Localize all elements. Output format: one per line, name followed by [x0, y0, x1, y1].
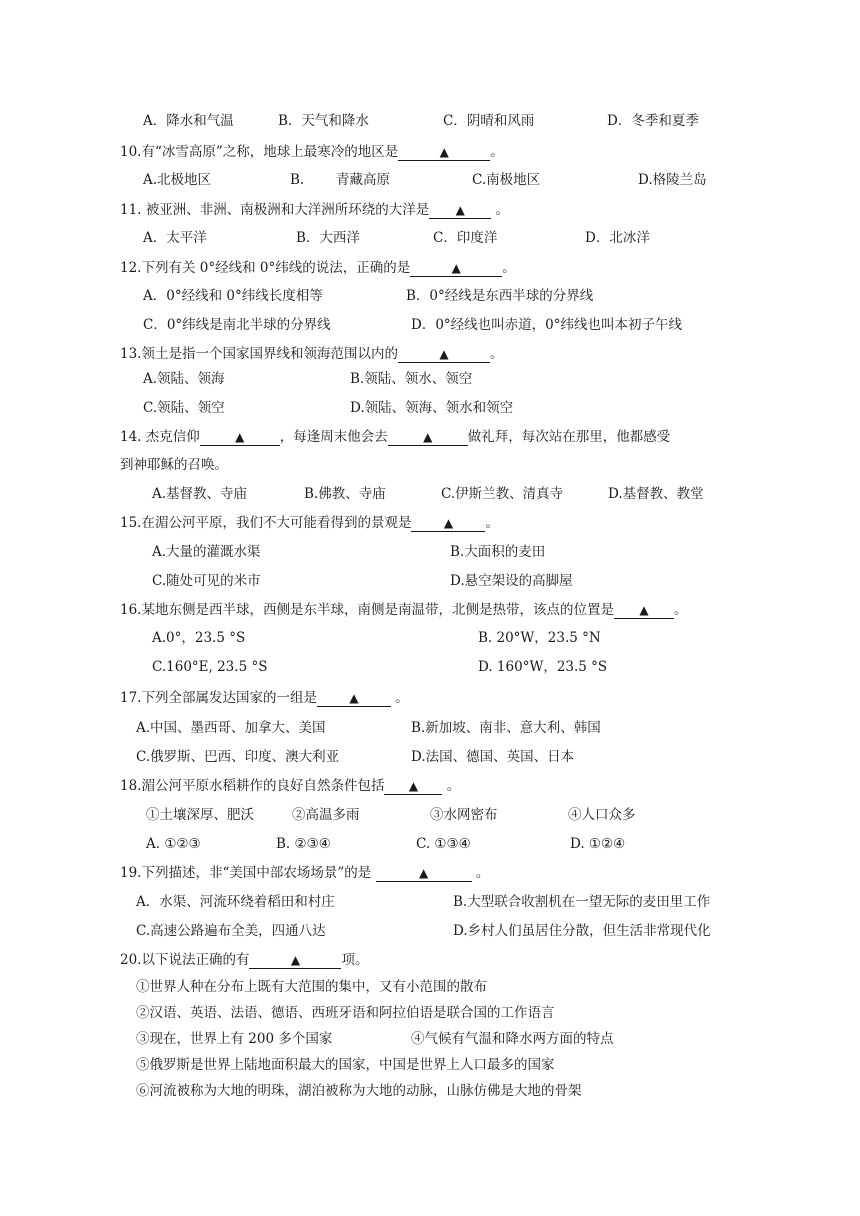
triangle-marker-icon: ▲	[235, 430, 245, 444]
q12-text: 12.下列有关 0°经线和 0°纬线的说法，正确的是	[120, 260, 411, 276]
q13-option-c: C.领陆、领空	[143, 400, 225, 416]
q18-item-1: ①土壤深厚、肥沃	[146, 807, 254, 823]
q15-stem	[120, 513, 499, 533]
answer-blank	[429, 202, 491, 219]
q13-end: 。	[489, 346, 504, 362]
q17-text: 17.下列全部属发达国家的一组是	[120, 690, 317, 706]
q17-end: 。	[390, 690, 409, 706]
q16-text: 16.某地东侧是西半球，西侧是东半球，南侧是南温带，北侧是热带，该点的位置是	[120, 602, 614, 618]
q18-item-3: ③水网密布	[430, 807, 498, 823]
q10-stem	[120, 142, 504, 162]
q19-stem	[120, 863, 489, 883]
answer-blank	[200, 429, 280, 446]
q18-item-4: ④人口众多	[568, 807, 636, 823]
q10-text: 10.有“冰雪高原”之称，地球上最寒冷的地区是	[120, 144, 399, 160]
q14-stem	[120, 427, 670, 447]
q18-stem	[120, 776, 460, 796]
q19-end: 。	[471, 865, 490, 881]
answer-blank	[317, 690, 391, 707]
q10-option-b-letter: B.	[290, 172, 305, 188]
q11-text: 11. 被亚洲、非洲、南极洲和大洋洲所环绕的大洋是	[120, 202, 430, 218]
q17-option-d: D.法国、德国、英国、日本	[411, 749, 575, 765]
q15-option-a: A.大量的灌溉水渠	[152, 544, 261, 560]
q14-text: 14. 杰克信仰	[120, 429, 200, 445]
answer-blank	[398, 144, 490, 161]
answer-blank	[388, 429, 468, 446]
q14-text-end: 做礼拜，每次站在那里，他都感受	[467, 429, 671, 445]
q20-text: 20.以下说法正确的有	[120, 952, 250, 968]
triangle-marker-icon: ▲	[423, 430, 433, 444]
q20-item-6: ⑥河流被称为大地的明珠，湖泊被称为大地的动脉，山脉仿佛是大地的骨架	[136, 1083, 582, 1099]
q10-option-b: 青藏高原	[336, 172, 390, 188]
q20-item-1: ①世界人种在分布上既有大范围的集中，又有小范围的散布	[136, 979, 487, 995]
q16-option-b: B. 20°W，23.5 °N	[478, 630, 601, 646]
q15-text: 15.在湄公河平原，我们不大可能看得到的景观是	[120, 515, 412, 531]
answer-blank	[614, 602, 674, 619]
triangle-marker-icon: ▲	[418, 866, 429, 880]
q12-option-b: B．0°经线是东西半球的分界线	[406, 288, 594, 304]
q20-end: 项。	[341, 952, 369, 968]
q11-stem	[120, 200, 509, 220]
q14-option-a: A.基督教、寺庙	[152, 486, 248, 502]
q19-option-c: C.高速公路遍布全美，四通八达	[136, 923, 326, 939]
q9-option-c: C．阴晴和风雨	[443, 113, 535, 129]
q18-item-2: ②高温多雨	[292, 807, 360, 823]
q13-text: 13.领土是指一个国家国界线和领海范围以内的	[120, 346, 398, 362]
q20-item-2: ②汉语、英语、法语、德语、西班牙语和阿拉伯语是联合国的工作语言	[136, 1005, 555, 1021]
q16-option-d: D. 160°W，23.5 °S	[478, 659, 608, 675]
q19-option-a: A．水渠、河流环绕着稻田和村庄	[136, 894, 335, 910]
q14-option-c: C.伊斯兰教、清真寺	[441, 486, 564, 502]
q17-option-a: A.中国、墨西哥、加拿大、美国	[136, 720, 326, 736]
triangle-marker-icon: ▲	[639, 603, 649, 617]
q13-option-d: D.领陆、领海、领水和领空	[350, 400, 514, 416]
q20-item-3: ③现在，世界上有 200 多个国家	[136, 1031, 333, 1047]
q11-option-a: A．太平洋	[143, 230, 207, 246]
q9-option-a: A．降水和气温	[143, 113, 234, 129]
q17-option-c: C.俄罗斯、巴西、印度、澳大利亚	[136, 749, 340, 765]
triangle-marker-icon: ▲	[455, 203, 465, 217]
q18-option-c: C. ①③④	[416, 836, 471, 852]
q15-option-d: D.悬空架设的高脚屋	[450, 573, 573, 589]
q14-option-d: D.基督教、教堂	[608, 486, 704, 502]
q13-option-a: A.领陆、领海	[143, 371, 225, 387]
q20-item-4: ④气候有气温和降水两方面的特点	[411, 1031, 614, 1047]
q11-option-d: D．北冰洋	[585, 230, 650, 246]
answer-blank	[398, 346, 490, 363]
q11-option-b: B．大西洋	[296, 230, 360, 246]
q10-option-a: A.北极地区	[143, 172, 212, 188]
triangle-marker-icon: ▲	[290, 953, 301, 967]
q10-end: 。	[490, 144, 504, 160]
q14-option-b: B.佛教、寺庙	[304, 486, 386, 502]
q9-option-d: D．冬季和夏季	[607, 113, 699, 129]
triangle-marker-icon: ▲	[439, 347, 449, 361]
q12-stem	[120, 258, 516, 278]
q18-option-a: A. ①②③	[146, 836, 201, 852]
q10-option-d: D.格陵兰岛	[638, 172, 707, 188]
q11-end: 。	[491, 202, 510, 218]
q18-option-b: B. ②③④	[276, 836, 331, 852]
q15-end: 。	[485, 515, 499, 531]
q18-end: 。	[442, 778, 461, 794]
q19-text: 19.下列描述，非“美国中部农场场景”的是	[120, 865, 376, 881]
answer-blank	[376, 865, 472, 882]
q19-option-d: D.乡村人们虽居住分散，但生活非常现代化	[453, 923, 711, 939]
q16-option-c: C.160°E, 23.5 °S	[152, 659, 268, 675]
q20-stem	[120, 950, 368, 970]
q16-end: 。	[673, 602, 688, 618]
answer-blank	[411, 515, 485, 532]
q9-option-b: B．天气和降水	[278, 113, 369, 129]
q18-text: 18.湄公河平原水稻耕作的良好自然条件包括	[120, 778, 385, 794]
q16-stem	[120, 600, 687, 620]
q18-option-d: D. ①②④	[570, 836, 626, 852]
q14-text-mid: ，每逢周末他会去	[279, 429, 388, 445]
q11-option-c: C．印度洋	[433, 230, 498, 246]
triangle-marker-icon: ▲	[408, 779, 419, 793]
q14-stem-line2: 到神耶稣的召唤。	[120, 457, 228, 473]
triangle-marker-icon: ▲	[443, 516, 454, 530]
q12-option-d: D．0°经线也叫赤道，0°纬线也叫本初子午线	[411, 317, 683, 333]
q19-option-b: B.大型联合收割机在一望无际的麦田里工作	[453, 894, 711, 910]
q20-item-5: ⑤俄罗斯是世界上陆地面积最大的国家，中国是世界上人口最多的国家	[136, 1057, 555, 1073]
q16-option-a: A.0°，23.5 °S	[152, 630, 246, 646]
triangle-marker-icon: ▲	[451, 261, 461, 275]
q12-end: 。	[502, 260, 516, 276]
triangle-marker-icon: ▲	[439, 145, 449, 159]
q17-stem	[120, 688, 409, 708]
q13-stem	[120, 344, 503, 364]
q12-option-a: A．0°经线和 0°纬线长度相等	[143, 288, 323, 304]
q15-option-b: B.大面积的麦田	[450, 544, 546, 560]
q13-option-b: B.领陆、领水、领空	[350, 371, 473, 387]
q12-option-c: C．0°纬线是南北半球的分界线	[143, 317, 331, 333]
q15-option-c: C.随处可见的米市	[152, 573, 261, 589]
answer-blank	[384, 778, 442, 795]
triangle-marker-icon: ▲	[349, 691, 359, 705]
q17-option-b: B.新加坡、南非、意大利、韩国	[411, 720, 601, 736]
answer-blank	[410, 260, 502, 277]
q10-option-c: C.南极地区	[472, 172, 541, 188]
answer-blank	[249, 952, 341, 969]
